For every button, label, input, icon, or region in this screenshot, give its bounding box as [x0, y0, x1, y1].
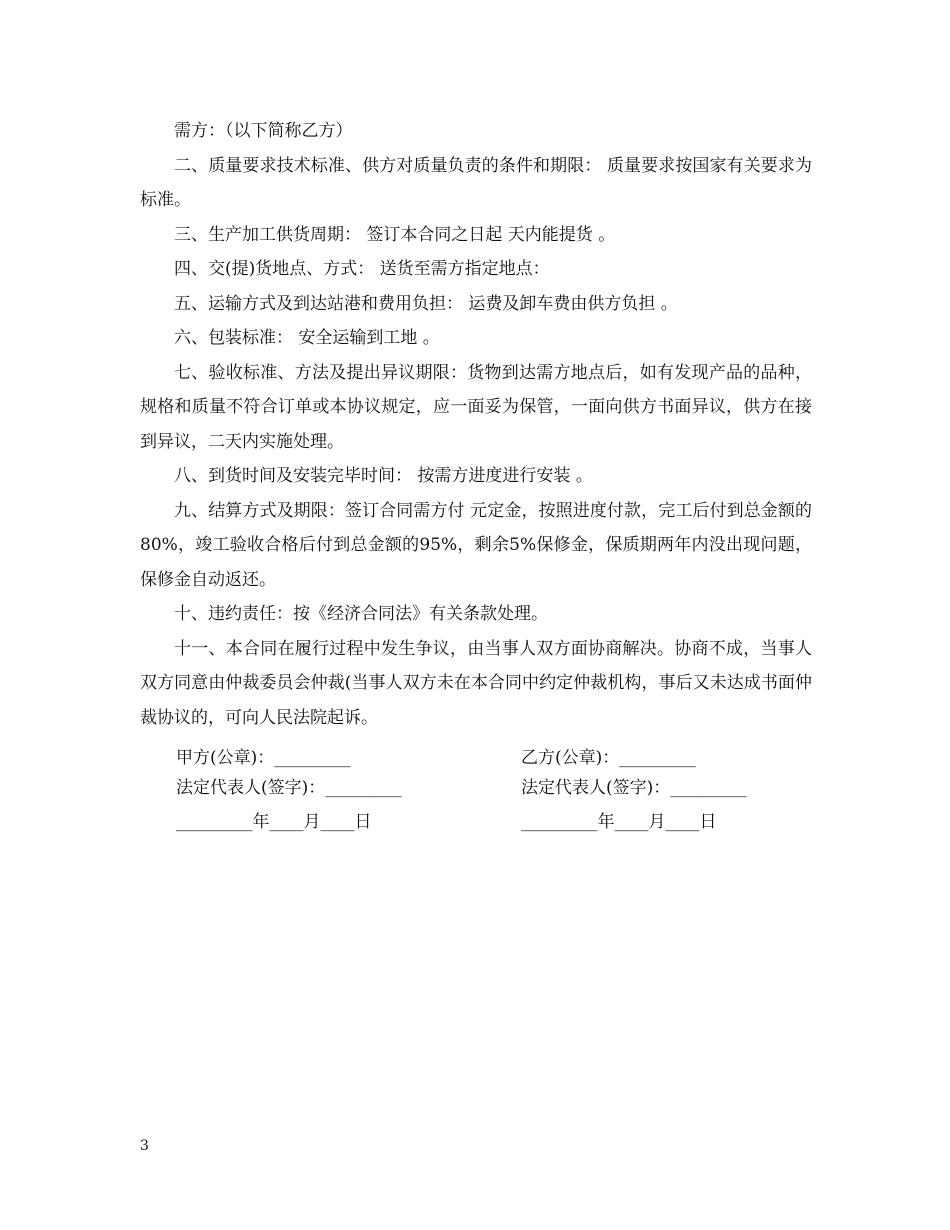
signature-rep-row: [176, 771, 816, 805]
buyer-line: 需方：（以下简称乙方）: [174, 121, 353, 141]
party-b-date-field: _________年____月____日: [521, 812, 717, 832]
clause-11-disputes: 十一、本合同在履行过程中发生争议，由当事人双方面协商解决。协商不成，当事人双方同意由仲裁委员会仲裁(当事人双方未在本合同中约定仲裁机构，事后又未达成书面仲裁协议的，可向人民法院起诉。: [140, 638, 812, 728]
clause-10-liability: 十、违约责任：按《经济合同法》有关条款处理。: [174, 604, 548, 624]
party-a-rep-field: 法定代表人(签字)：_________: [176, 778, 402, 798]
clause-2-quality: 二、质量要求技术标准、供方对质量负责的条件和期限： 质量要求按国家有关要求为标准。: [140, 155, 812, 210]
clause-6-packaging: 六、包装标准： 安全运输到工地 。: [174, 328, 440, 348]
clause-9-settlement: 九、结算方式及期限：签订合同需方付 元定金，按照进度付款，完工后付到总金额的80%，竣工验收合格后付到总金额的95%，剩余5%保修金，保质期两年内没出现问题，保修金自动返还。: [140, 500, 812, 590]
clause-7-acceptance: 七、验收标准、方法及提出异议期限：货物到达需方地点后，如有发现产品的品种，规格和质量不符合订单或本协议规定，应一面妥为保管，一面向供方书面异议，供方在接到异议，二天内实施处理。: [140, 362, 812, 452]
page-number: 3: [140, 1138, 149, 1154]
clause-5-transport: 五、运输方式及到达站港和费用负担： 运费及卸车费由供方负担 。: [174, 293, 678, 314]
clause-4-delivery-place: 四、交(提)货地点、方式： 送货至需方指定地点：: [174, 259, 550, 279]
party-b-rep-field: 法定代表人(签字)：_________: [521, 778, 747, 798]
party-b-seal-field: 乙方(公章)：_________: [521, 748, 696, 768]
party-a-seal-field: 甲方(公章)：_________: [176, 748, 351, 768]
clause-3-supply-period: 三、生产加工供货周期： 签订本合同之日起 天内能提货 。: [174, 224, 616, 245]
party-a-date-field: _________年____月____日: [176, 812, 372, 832]
signature-seal-row: [176, 741, 816, 775]
signature-date-row: [176, 805, 816, 839]
contract-body: [140, 114, 812, 735]
clause-8-arrival-time: 八、到货时间及安装完毕时间： 按需方进度进行安装 。: [174, 466, 593, 486]
